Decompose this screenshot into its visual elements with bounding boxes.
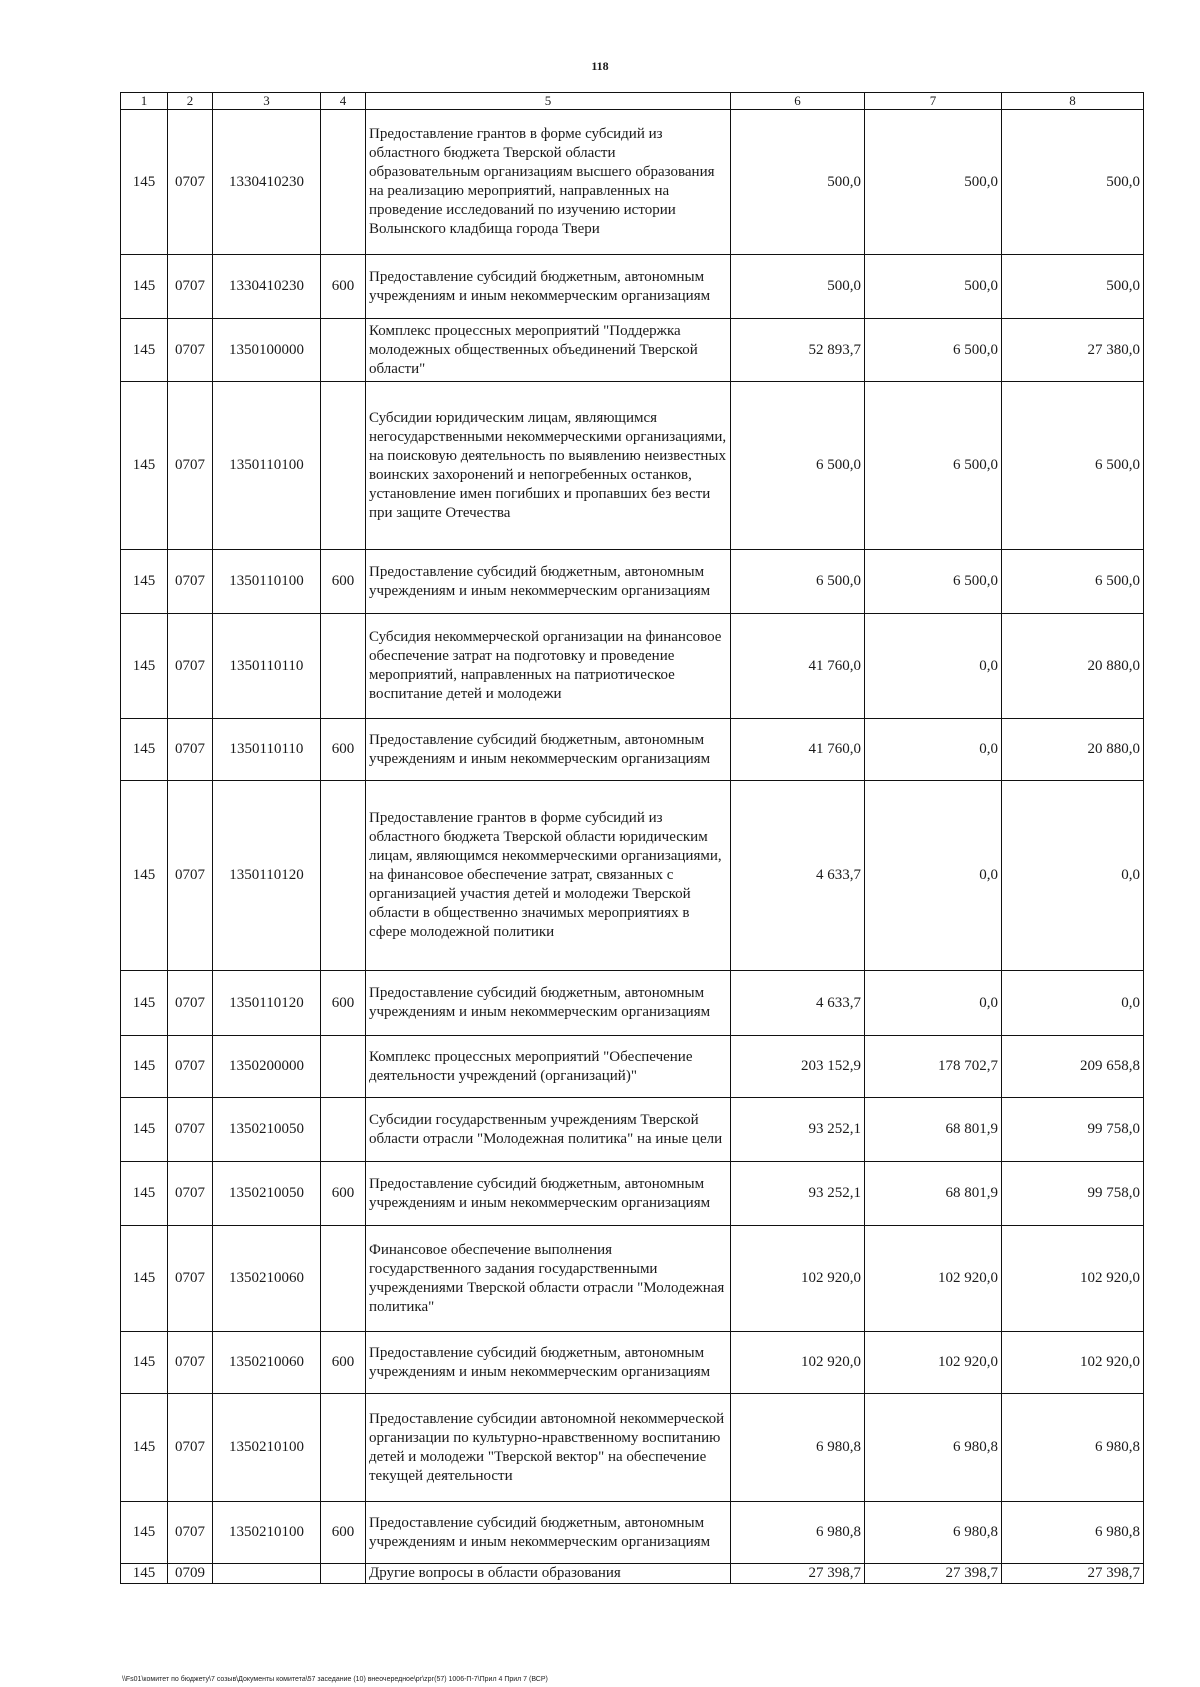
expense-type-code: 600	[321, 1502, 366, 1564]
table-row	[121, 971, 1144, 1036]
amount-col7: 6 500,0	[865, 319, 1002, 382]
amount-col7: 27 398,7	[865, 1564, 1002, 1584]
amount-col8: 99 758,0	[1002, 1162, 1144, 1226]
expense-type-code	[321, 1564, 366, 1584]
table-row	[121, 550, 1144, 614]
ministry-code: 145	[121, 255, 168, 319]
section-code: 0707	[168, 1036, 213, 1098]
amount-col7: 6 500,0	[865, 550, 1002, 614]
column-header-row	[121, 93, 1144, 110]
amount-col6: 27 398,7	[731, 1564, 865, 1584]
target-article-code: 1350210060	[213, 1226, 321, 1332]
section-code: 0707	[168, 971, 213, 1036]
amount-col6: 6 500,0	[731, 382, 865, 550]
expense-type-code	[321, 1226, 366, 1332]
amount-col6: 6 980,8	[731, 1502, 865, 1564]
description: Финансовое обеспечение выполнения государственного задания государственными учреждениями Тверской области отрасли "Молодежная политика"	[366, 1226, 731, 1332]
table-row	[121, 1332, 1144, 1394]
section-code: 0707	[168, 1098, 213, 1162]
amount-col6: 500,0	[731, 255, 865, 319]
ministry-code: 145	[121, 719, 168, 781]
amount-col6: 102 920,0	[731, 1332, 865, 1394]
expense-type-code: 600	[321, 1332, 366, 1394]
expense-type-code	[321, 110, 366, 255]
column-header: 5	[366, 93, 731, 110]
table-row	[121, 719, 1144, 781]
description: Комплекс процессных мероприятий "Обеспечение деятельности учреждений (организаций)"	[366, 1036, 731, 1098]
amount-col7: 178 702,7	[865, 1036, 1002, 1098]
target-article-code: 1350100000	[213, 319, 321, 382]
amount-col8: 6 980,8	[1002, 1394, 1144, 1502]
expense-type-code: 600	[321, 550, 366, 614]
footer-file-path: \\Fs01\комитет по бюджету\7 созыв\Документы комитета\57 заседание (10) внеочередное\рг\zрг(57) 1006-П-7\Прил 4 Прил 7 (ВСР)	[122, 1676, 548, 1683]
amount-col8: 20 880,0	[1002, 614, 1144, 719]
amount-col7: 102 920,0	[865, 1332, 1002, 1394]
table-row	[121, 1162, 1144, 1226]
column-header: 3	[213, 93, 321, 110]
amount-col8: 102 920,0	[1002, 1226, 1144, 1332]
ministry-code: 145	[121, 614, 168, 719]
table-row	[121, 1394, 1144, 1502]
table-row	[121, 1564, 1144, 1584]
amount-col7: 68 801,9	[865, 1162, 1002, 1226]
section-code: 0707	[168, 1226, 213, 1332]
amount-col6: 6 980,8	[731, 1394, 865, 1502]
amount-col7: 0,0	[865, 781, 1002, 971]
column-header: 2	[168, 93, 213, 110]
amount-col6: 500,0	[731, 110, 865, 255]
table-body	[121, 110, 1144, 1584]
description: Предоставление субсидий бюджетным, автономным учреждениям и иным некоммерческим организациям	[366, 1502, 731, 1564]
description: Предоставление субсидий бюджетным, автономным учреждениям и иным некоммерческим организациям	[366, 1332, 731, 1394]
amount-col6: 93 252,1	[731, 1098, 865, 1162]
column-header: 4	[321, 93, 366, 110]
amount-col8: 500,0	[1002, 110, 1144, 255]
target-article-code: 1350210050	[213, 1098, 321, 1162]
amount-col6: 41 760,0	[731, 719, 865, 781]
expense-type-code	[321, 382, 366, 550]
amount-col8: 27 380,0	[1002, 319, 1144, 382]
amount-col8: 209 658,8	[1002, 1036, 1144, 1098]
target-article-code: 1350210050	[213, 1162, 321, 1226]
column-header: 8	[1002, 93, 1144, 110]
description: Предоставление грантов в форме субсидий из областного бюджета Тверской области образовательным организациям высшего образования на реализацию мероприятий, направленных на проведение исследований по изучению истории Волынского кладбища города Твери	[366, 110, 731, 255]
expense-type-code	[321, 614, 366, 719]
amount-col6: 4 633,7	[731, 781, 865, 971]
amount-col7: 68 801,9	[865, 1098, 1002, 1162]
amount-col8: 99 758,0	[1002, 1098, 1144, 1162]
description: Субсидии государственным учреждениям Тверской области отрасли "Молодежная политика" на иные цели	[366, 1098, 731, 1162]
section-code: 0707	[168, 110, 213, 255]
amount-col7: 102 920,0	[865, 1226, 1002, 1332]
amount-col8: 6 980,8	[1002, 1502, 1144, 1564]
amount-col8: 20 880,0	[1002, 719, 1144, 781]
section-code: 0707	[168, 719, 213, 781]
amount-col6: 41 760,0	[731, 614, 865, 719]
table-row	[121, 1226, 1144, 1332]
ministry-code: 145	[121, 1564, 168, 1584]
column-header: 1	[121, 93, 168, 110]
ministry-code: 145	[121, 971, 168, 1036]
amount-col8: 6 500,0	[1002, 550, 1144, 614]
amount-col7: 6 980,8	[865, 1394, 1002, 1502]
table-row	[121, 1502, 1144, 1564]
description: Субсидии юридическим лицам, являющимся негосударственными некоммерческими организациями, на поисковую деятельность по выявлению неизвестных воинских захоронений и непогребенных останков, установление имен погибших и пропавших без вести при защите Отечества	[366, 382, 731, 550]
expense-type-code: 600	[321, 1162, 366, 1226]
amount-col6: 93 252,1	[731, 1162, 865, 1226]
target-article-code: 1350210100	[213, 1394, 321, 1502]
table-row	[121, 382, 1144, 550]
amount-col7: 0,0	[865, 614, 1002, 719]
table-row	[121, 1098, 1144, 1162]
expense-type-code: 600	[321, 971, 366, 1036]
section-code: 0707	[168, 255, 213, 319]
table-row	[121, 110, 1144, 255]
amount-col7: 500,0	[865, 255, 1002, 319]
table-row	[121, 319, 1144, 382]
description: Предоставление субсидий бюджетным, автономным учреждениям и иным некоммерческим организациям	[366, 719, 731, 781]
table-row	[121, 781, 1144, 971]
ministry-code: 145	[121, 1226, 168, 1332]
column-header: 7	[865, 93, 1002, 110]
target-article-code: 1350110100	[213, 550, 321, 614]
ministry-code: 145	[121, 550, 168, 614]
expense-type-code	[321, 319, 366, 382]
amount-col6: 102 920,0	[731, 1226, 865, 1332]
expense-type-code	[321, 781, 366, 971]
amount-col8: 0,0	[1002, 781, 1144, 971]
ministry-code: 145	[121, 1098, 168, 1162]
section-code: 0709	[168, 1564, 213, 1584]
ministry-code: 145	[121, 1332, 168, 1394]
description: Предоставление субсидий бюджетным, автономным учреждениям и иным некоммерческим организациям	[366, 255, 731, 319]
target-article-code: 1350110100	[213, 382, 321, 550]
ministry-code: 145	[121, 1394, 168, 1502]
budget-table	[120, 92, 1144, 1584]
target-article-code: 1330410230	[213, 110, 321, 255]
ministry-code: 145	[121, 1036, 168, 1098]
amount-col8: 6 500,0	[1002, 382, 1144, 550]
amount-col6: 6 500,0	[731, 550, 865, 614]
target-article-code: 1350110120	[213, 781, 321, 971]
description: Предоставление грантов в форме субсидий из областного бюджета Тверской области юридическим лицам, являющимся некоммерческими организациями, на финансовое обеспечение затрат, связанных с организацией участия детей и молодежи Тверской области в общественно значимых мероприятиях в сфере молодежной политики	[366, 781, 731, 971]
amount-col8: 500,0	[1002, 255, 1144, 319]
target-article-code: 1350210060	[213, 1332, 321, 1394]
target-article-code: 1350110120	[213, 971, 321, 1036]
description: Другие вопросы в области образования	[366, 1564, 731, 1584]
amount-col8: 102 920,0	[1002, 1332, 1144, 1394]
table-row	[121, 614, 1144, 719]
ministry-code: 145	[121, 1162, 168, 1226]
amount-col7: 0,0	[865, 719, 1002, 781]
ministry-code: 145	[121, 319, 168, 382]
section-code: 0707	[168, 781, 213, 971]
expense-type-code	[321, 1394, 366, 1502]
amount-col7: 500,0	[865, 110, 1002, 255]
section-code: 0707	[168, 1394, 213, 1502]
ministry-code: 145	[121, 1502, 168, 1564]
description: Комплекс процессных мероприятий "Поддержка молодежных общественных объединений Тверской области"	[366, 319, 731, 382]
ministry-code: 145	[121, 382, 168, 550]
column-header: 6	[731, 93, 865, 110]
expense-type-code	[321, 1036, 366, 1098]
section-code: 0707	[168, 1162, 213, 1226]
description: Субсидия некоммерческой организации на финансовое обеспечение затрат на подготовку и проведение мероприятий, направленных на патриотическое воспитание детей и молодежи	[366, 614, 731, 719]
expense-type-code	[321, 1098, 366, 1162]
description: Предоставление субсидий бюджетным, автономным учреждениям и иным некоммерческим организациям	[366, 550, 731, 614]
description: Предоставление субсидии автономной некоммерческой организации по культурно-нравственному воспитанию детей и молодежи "Тверской вектор" на обеспечение текущей деятельности	[366, 1394, 731, 1502]
target-article-code: 1350200000	[213, 1036, 321, 1098]
expense-type-code: 600	[321, 255, 366, 319]
amount-col6: 52 893,7	[731, 319, 865, 382]
amount-col7: 6 500,0	[865, 382, 1002, 550]
table-row	[121, 1036, 1144, 1098]
ministry-code: 145	[121, 110, 168, 255]
table-row	[121, 255, 1144, 319]
section-code: 0707	[168, 1502, 213, 1564]
amount-col8: 27 398,7	[1002, 1564, 1144, 1584]
page-number: 118	[591, 59, 609, 73]
section-code: 0707	[168, 319, 213, 382]
ministry-code: 145	[121, 781, 168, 971]
target-article-code: 1350210100	[213, 1502, 321, 1564]
target-article-code: 1330410230	[213, 255, 321, 319]
expense-type-code: 600	[321, 719, 366, 781]
amount-col7: 0,0	[865, 971, 1002, 1036]
section-code: 0707	[168, 614, 213, 719]
section-code: 0707	[168, 550, 213, 614]
amount-col6: 203 152,9	[731, 1036, 865, 1098]
target-article-code	[213, 1564, 321, 1584]
section-code: 0707	[168, 1332, 213, 1394]
amount-col7: 6 980,8	[865, 1502, 1002, 1564]
description: Предоставление субсидий бюджетным, автономным учреждениям и иным некоммерческим организациям	[366, 1162, 731, 1226]
target-article-code: 1350110110	[213, 719, 321, 781]
section-code: 0707	[168, 382, 213, 550]
target-article-code: 1350110110	[213, 614, 321, 719]
amount-col6: 4 633,7	[731, 971, 865, 1036]
amount-col8: 0,0	[1002, 971, 1144, 1036]
description: Предоставление субсидий бюджетным, автономным учреждениям и иным некоммерческим организациям	[366, 971, 731, 1036]
